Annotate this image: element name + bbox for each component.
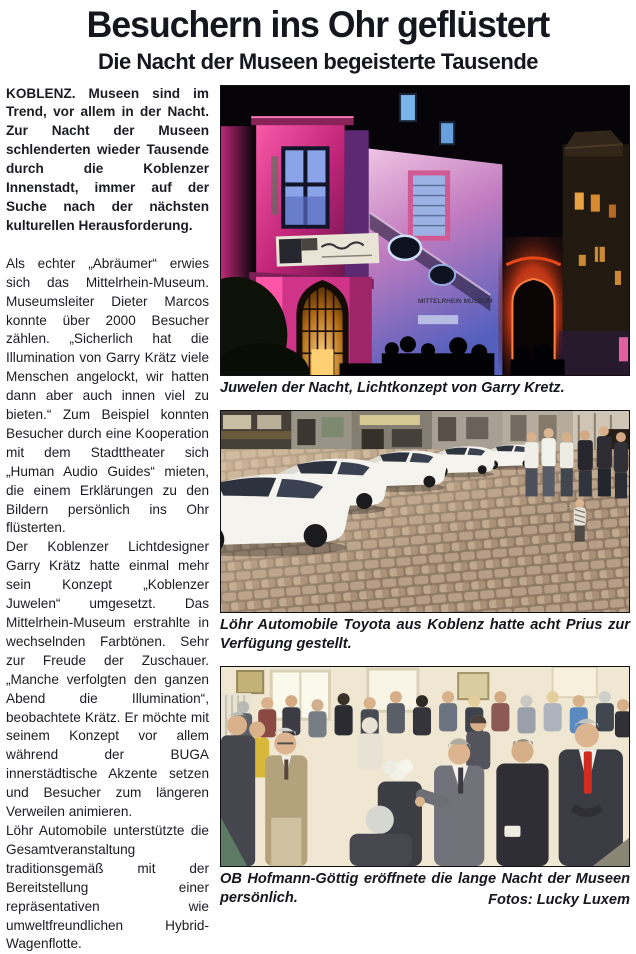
crowd-opening-illustration (221, 667, 629, 866)
museum-sign-text: MITTELRHEIN MUSEUM (417, 297, 493, 305)
page-subtitle: Die Nacht der Museen begeisterte Tausende (97, 48, 538, 74)
article-masthead (6, 4, 630, 75)
figure-night-museum (220, 85, 630, 398)
caption-prius-fleet: Löhr Automobile Toyota aus Koblenz hatte acht Prius zur Verfügung gestellt. (220, 616, 630, 652)
caption-crowd-wrap (220, 870, 630, 908)
photo-night-museum (220, 85, 630, 376)
paragraph: Löhr Automobile unterstützte die Gesamtveranstaltung traditionsgemäß mit der Bereitstellung einer repräsentativen wie umweltfreundlichen Hybrid-Wagenflotte. (6, 822, 209, 952)
figure-crowd-opening (220, 666, 630, 908)
photo-credit: Fotos: Lucky Luxem (482, 892, 630, 908)
paragraph: Als echter „Abräumer“ erwies sich das Mittelrhein-Museum. Museumsleiter Dieter Marcos konnte über 2000 Besucher zählen. „Sicherlich hat die Illumination von Garry Krätz viele Menschen angelockt, wir hatten dann aber auch innen viel zu bieten.“ Zum Beispiel konnten Besucher durch eine Kooperation mit dem Stadttheater sich „Human Audio Guides“ mieten, die einem Erklärungen zu den Bildern persönlich ins Ohr flüsterten. (6, 255, 209, 536)
page-title: Besuchern ins Ohr geflüstert (86, 4, 550, 45)
figure-prius-fleet (220, 410, 630, 654)
photo-column (220, 85, 630, 954)
photo-crowd-opening (220, 666, 630, 867)
photo-prius-fleet (220, 410, 630, 613)
caption-crowd-opening: OB Hofmann-Göttig eröffnete die lange Nacht der Museen persönlich. (220, 870, 630, 906)
lead-paragraph: KOBLENZ. Museen sind im Trend, vor allem in der Nacht. Zur Nacht der Museen schlenderten wieder Tausende durch die Koblenzer Innenstadt, immer auf der Suche nach der nächsten kulturellen Herausforderung. (6, 85, 209, 233)
article-body (6, 85, 630, 954)
night-museum-illustration (221, 86, 629, 375)
prius-fleet-illustration (221, 411, 629, 612)
paragraph: Der Koblenzer Lichtdesigner Garry Krätz hatte einmal mehr sein Konzept „Koblenzer Juwelen“ umgesetzt. Das Mittelrhein-Museum erstrahlte in wechselnden Farbtönen. Sehr zur Freude der Zuschauer. „Manche verfolgten den ganzen Abend die Illumination“, beobachtete Krätz. Er möchte mit seinem Konzept vor allem während der BUGA innerstädtische Akzente setzen und Besucher zum längeren Verweilen animieren. (6, 539, 209, 820)
article-text-column (6, 85, 209, 954)
caption-night-museum: Juwelen der Nacht, Lichtkonzept von Garry Kretz. (220, 379, 565, 396)
